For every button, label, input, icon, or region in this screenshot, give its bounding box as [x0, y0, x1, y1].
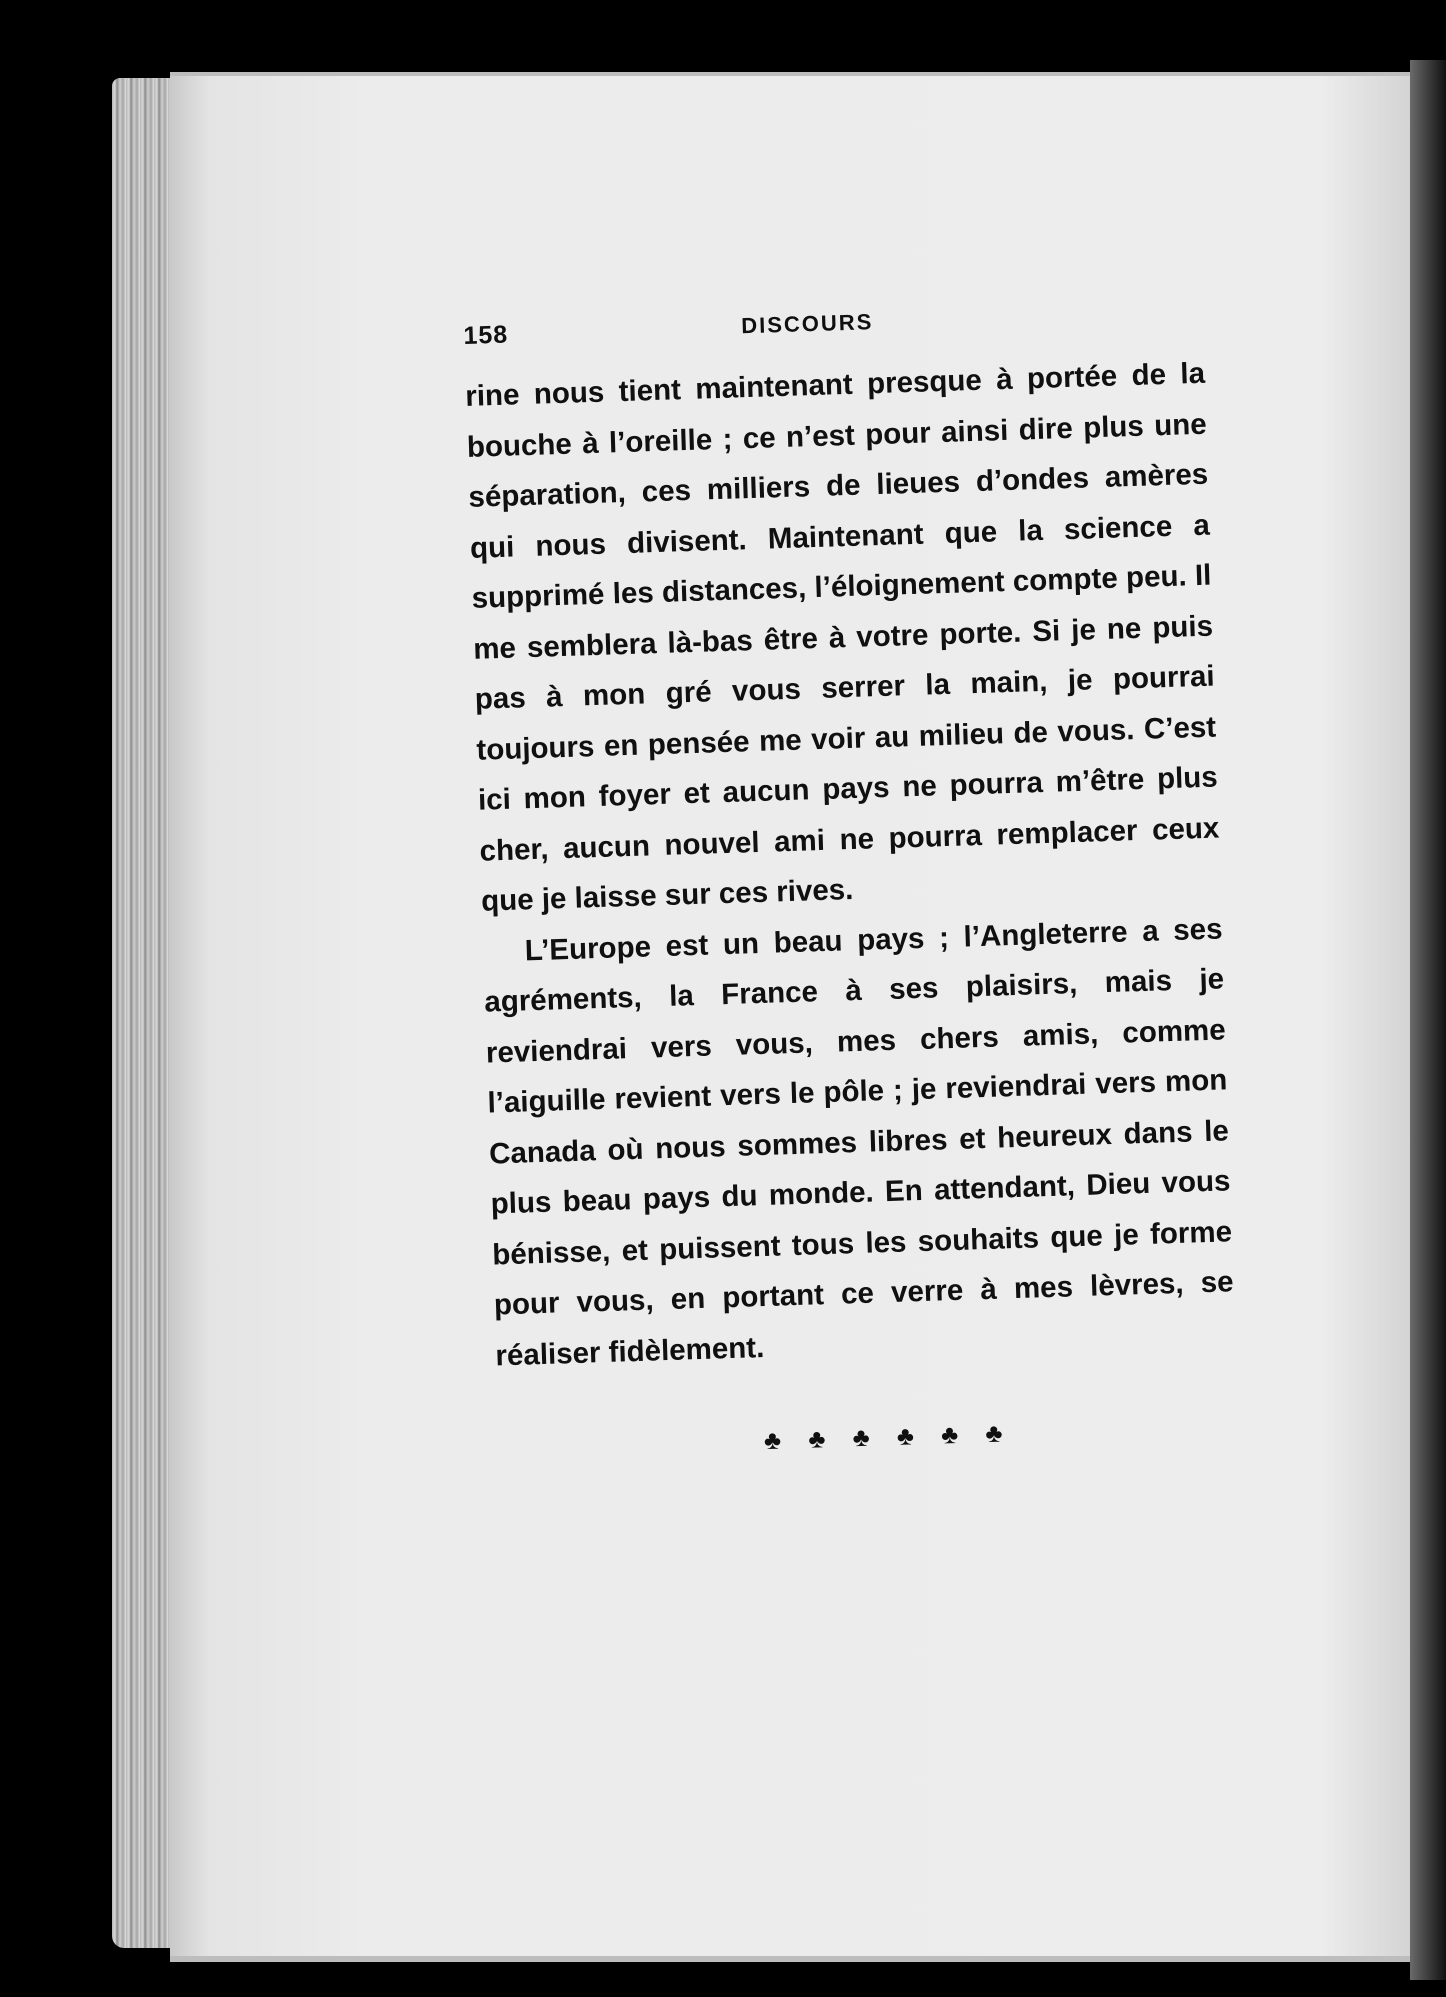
- ornament-divider: ♣ ♣ ♣ ♣ ♣ ♣: [763, 1417, 1013, 1456]
- book-gutter: [1410, 60, 1446, 1980]
- page-number: 158: [463, 320, 509, 350]
- paragraph: L’Europe est un beau pays ; l’Angleterre a ses agréments, la France à ses plaisirs, mais je reviendrai vers vous, mes chers amis, comme l’aiguille revient vers le pôle ; je reviendrai vers mon Canada où nous sommes libres et heureux dans le plus beau pays du monde. En attendant, Dieu vous bénisse, et puissent tous les souhaits que je forme pour vous, en portant ce verre à mes lèvres, se réaliser fidèlement.: [483, 911, 1235, 1372]
- running-title: DISCOURS: [740, 309, 874, 339]
- paragraph-continued: rine nous tient maintenant presque à portée de la bouche à l’oreille ; ce n’est pour ainsi dire plus une séparation, ces milliers de lieues d’ondes amères qui nous divisent. Maintenant que la science a supprimé les distances, l’éloignement compte peu. Il me semblera là-bas être à votre porte. Si je ne puis pas à mon gré vous serrer la main, je pourrai toujours en pensée me voir au milieu de vous. C’est ici mon foyer et aucun pays ne pourra m’être plus cher, aucun nouvel ami ne pourra remplacer ceux que je laisse sur ces rives.: [464, 356, 1220, 918]
- body-text: [465, 349, 1236, 1382]
- page-content: [463, 299, 1239, 1465]
